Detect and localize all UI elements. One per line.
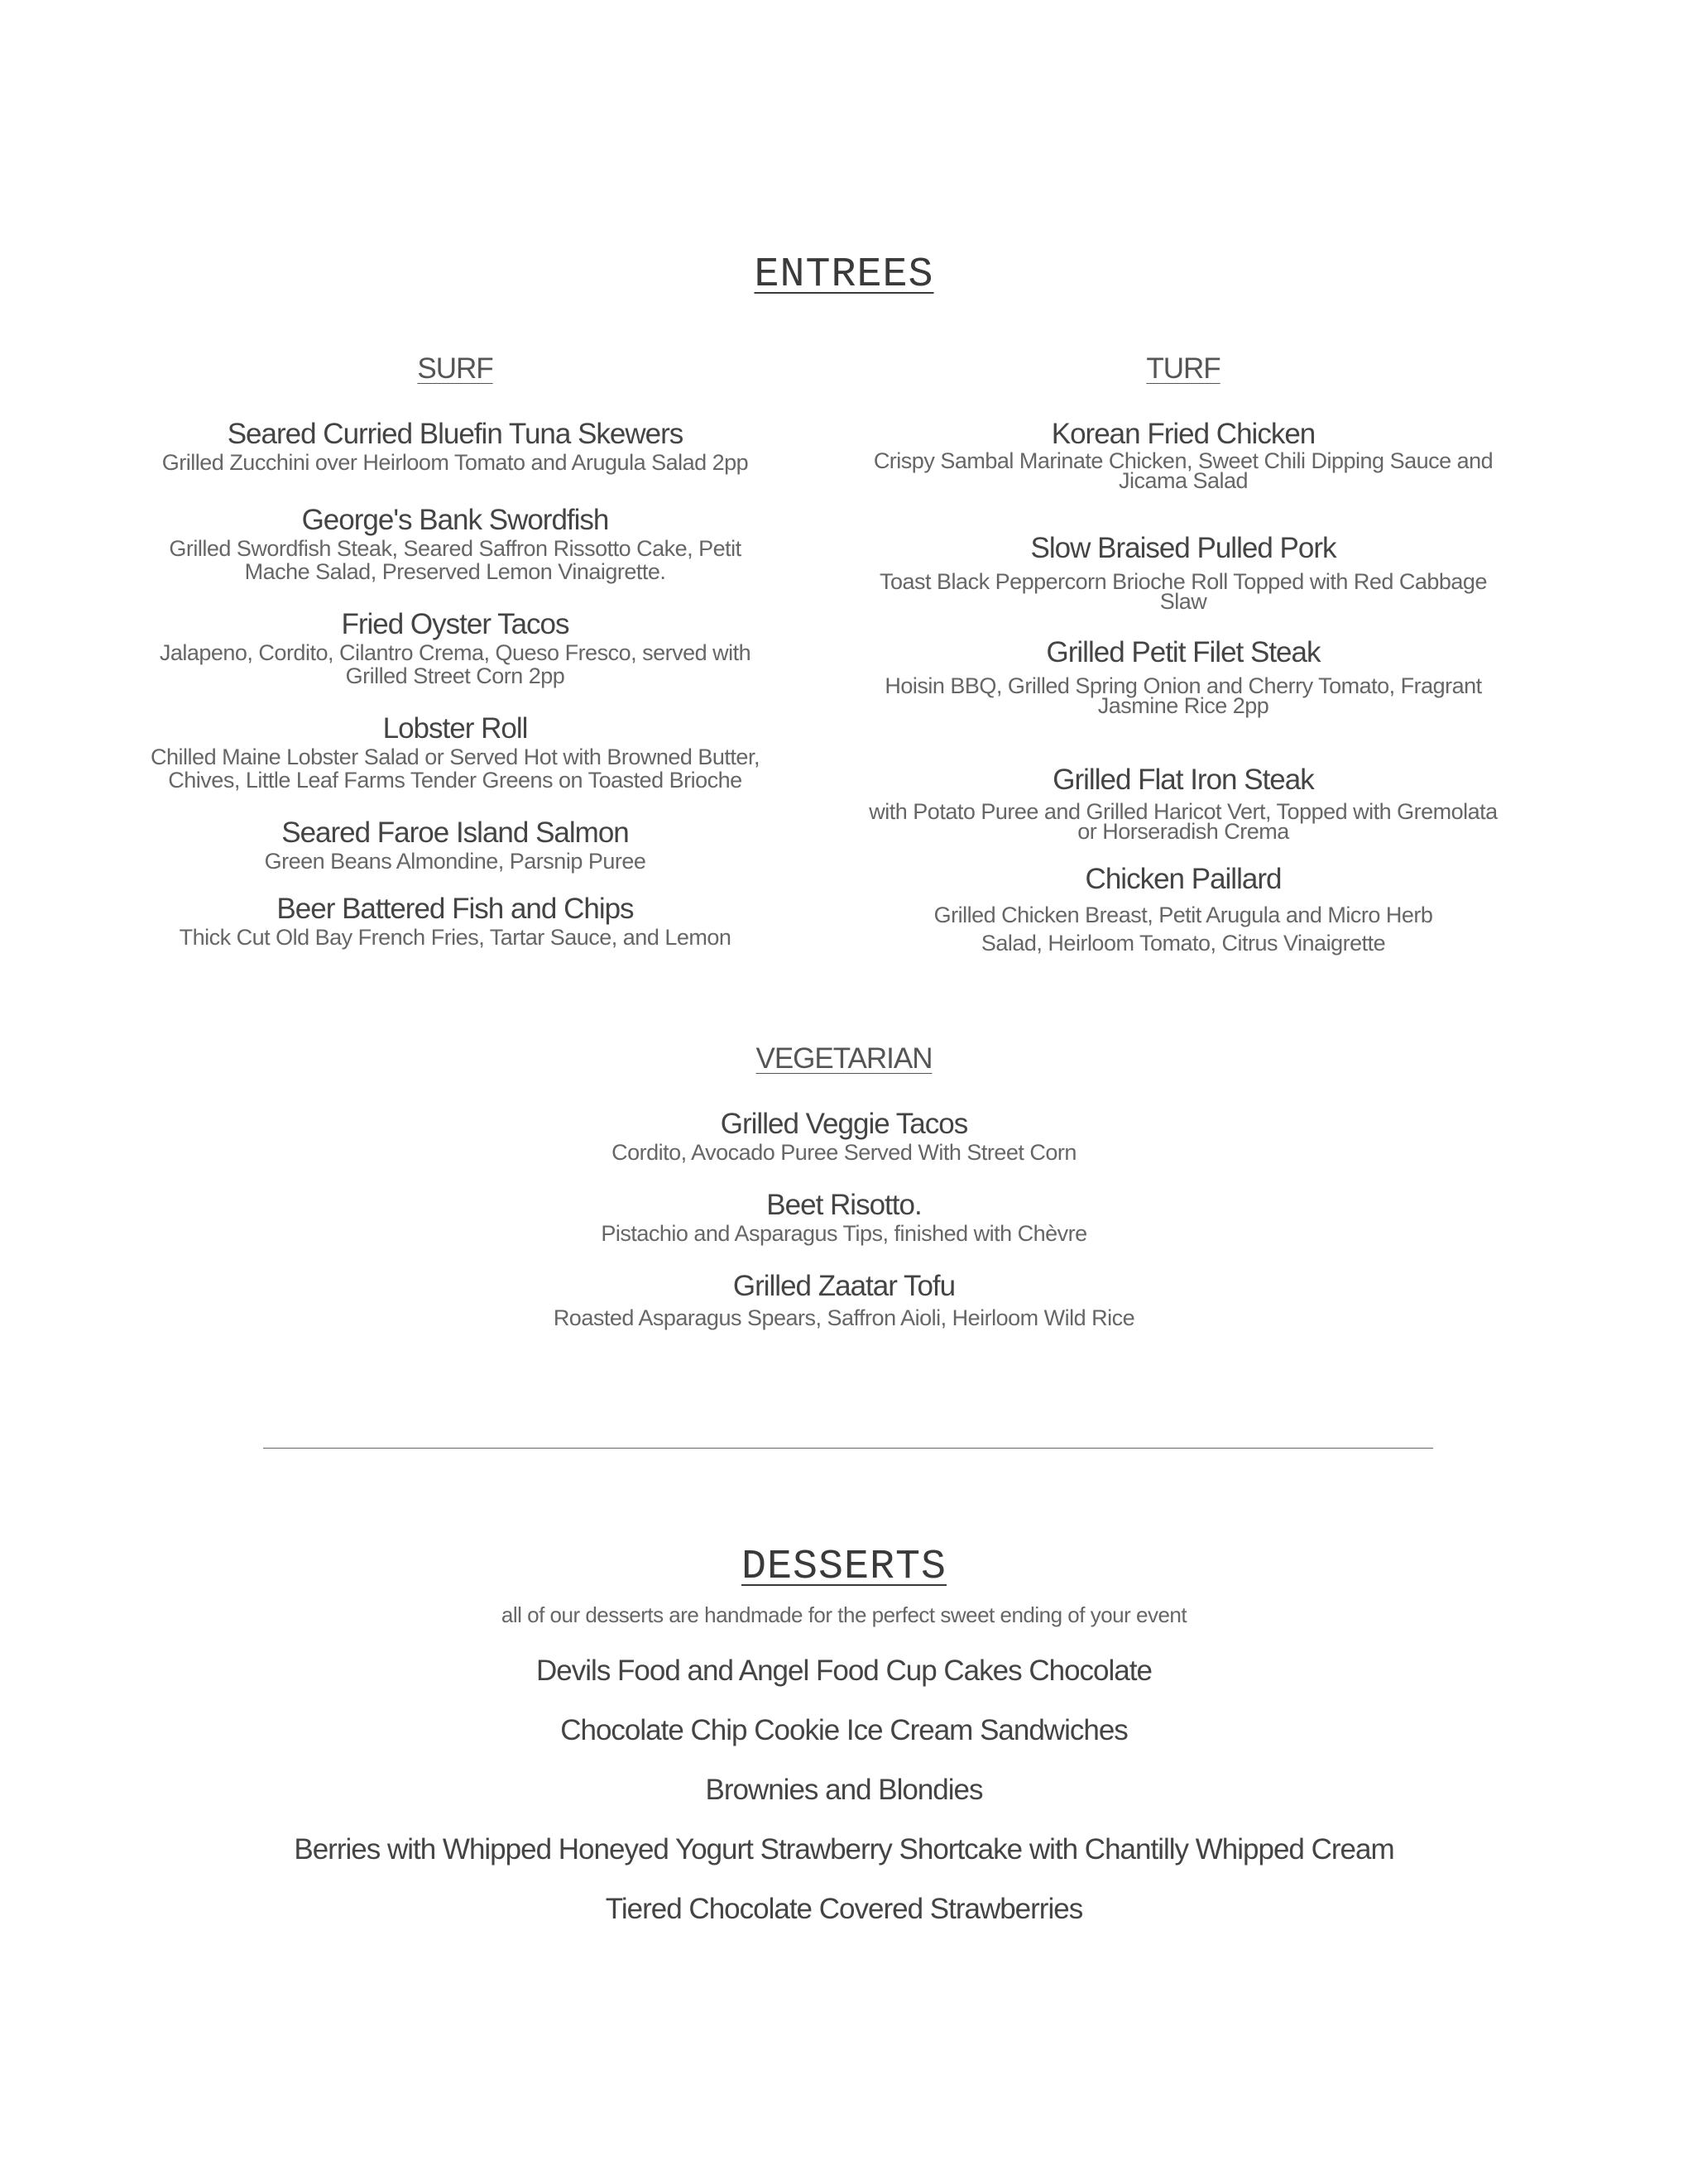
dessert-item: Brownies and Blondies bbox=[705, 1774, 983, 1806]
dish-item bbox=[132, 893, 778, 949]
dish-item bbox=[852, 863, 1514, 957]
dish-name: Beet Risotto. bbox=[766, 1189, 922, 1221]
dish-name: Lobster Roll bbox=[382, 712, 528, 745]
dish-description: Toast Black Peppercorn Brioche Roll Topped with Red Cabbage Slaw bbox=[880, 569, 1487, 614]
dish-description: Pistachio and Asparagus Tips, finished with Chèvre bbox=[601, 1221, 1087, 1246]
dish-description: Hoisin BBQ, Grilled Spring Onion and Cherry Tomato, Fragrant Jasmine Rice 2pp bbox=[885, 673, 1482, 718]
desserts-section bbox=[199, 1544, 1489, 1926]
dish-item bbox=[852, 636, 1514, 716]
dish-item bbox=[852, 418, 1514, 491]
dish-item bbox=[430, 1189, 1258, 1245]
surf-column bbox=[132, 354, 778, 949]
dish-description: with Potato Puree and Grilled Haricot Vert, Topped with Gremolata or Horseradish Crema bbox=[869, 799, 1498, 844]
entrees-heading: ENTREES bbox=[754, 251, 934, 299]
desserts-heading: DESSERTS bbox=[741, 1544, 947, 1591]
dish-name: Seared Curried Bluefin Tuna Skewers bbox=[227, 418, 683, 450]
dish-description: Roasted Asparagus Spears, Saffron Aioli, Heirloom Wild Rice bbox=[553, 1305, 1135, 1330]
dish-name: Grilled Zaatar Tofu bbox=[732, 1270, 956, 1302]
dessert-item: Chocolate Chip Cookie Ice Cream Sandwiches bbox=[560, 1714, 1128, 1746]
dish-item bbox=[430, 1270, 1258, 1329]
dish-item bbox=[852, 532, 1514, 614]
section-divider bbox=[263, 1448, 1433, 1449]
dish-description: Crispy Sambal Marinate Chicken, Sweet Chili Dipping Sauce and Jicama Salad bbox=[873, 448, 1494, 493]
desserts-intro: all of our desserts are handmade for the perfect sweet ending of your event bbox=[501, 1602, 1187, 1627]
dish-item bbox=[132, 817, 778, 873]
dish-name: Grilled Veggie Tacos bbox=[720, 1108, 968, 1140]
turf-label: TURF bbox=[1146, 352, 1220, 385]
dish-name: Korean Fried Chicken bbox=[1051, 418, 1316, 450]
dish-item bbox=[430, 1108, 1258, 1164]
dish-item bbox=[852, 764, 1514, 844]
dish-name: Beer Battered Fish and Chips bbox=[276, 893, 634, 925]
dish-description: Chilled Maine Lobster Salad or Served Hot with Browned Butter, Chives, Little Leaf Farms Tender Greens on Toasted Brioche bbox=[151, 745, 760, 793]
dish-name: Seared Faroe Island Salmon bbox=[281, 817, 629, 849]
dish-name: Grilled Petit Filet Steak bbox=[1046, 636, 1321, 668]
dish-description: Green Beans Almondine, Parsnip Puree bbox=[264, 849, 646, 874]
dish-item bbox=[132, 504, 778, 583]
dish-description: Grilled Swordfish Steak, Seared Saffron Rissotto Cake, Petit Mache Salad, Preserved Lemon Vinaigrette. bbox=[169, 536, 741, 584]
turf-column bbox=[852, 354, 1514, 957]
dish-name: Chicken Paillard bbox=[1085, 863, 1282, 895]
vegetarian-section bbox=[430, 1044, 1258, 1329]
dish-description: Grilled Chicken Breast, Petit Arugula and Micro Herb Salad, Heirloom Tomato, Citrus Vinaigrette bbox=[933, 903, 1433, 956]
dish-description: Cordito, Avocado Puree Served With Street Corn bbox=[611, 1140, 1077, 1165]
dish-name: George's Bank Swordfish bbox=[301, 504, 609, 536]
dessert-item: Berries with Whipped Honeyed Yogurt Strawberry Shortcake with Chantilly Whipped Cream bbox=[294, 1833, 1394, 1866]
vegetarian-label: VEGETARIAN bbox=[755, 1042, 933, 1075]
dish-name: Slow Braised Pulled Pork bbox=[1030, 532, 1336, 564]
dish-name: Grilled Flat Iron Steak bbox=[1053, 764, 1314, 796]
dish-item bbox=[132, 608, 778, 687]
dish-description: Thick Cut Old Bay French Fries, Tartar Sauce, and Lemon bbox=[179, 925, 731, 950]
dish-item bbox=[132, 712, 778, 792]
dish-description: Grilled Zucchini over Heirloom Tomato and Arugula Salad 2pp bbox=[161, 450, 749, 475]
dish-description: Jalapeno, Cordito, Cilantro Crema, Queso Fresco, served with Grilled Street Corn 2pp bbox=[159, 640, 751, 688]
dessert-item: Tiered Chocolate Covered Strawberries bbox=[605, 1893, 1083, 1925]
dish-item bbox=[132, 418, 778, 474]
dish-name: Fried Oyster Tacos bbox=[341, 608, 569, 640]
surf-label: SURF bbox=[417, 352, 493, 385]
dessert-item: Devils Food and Angel Food Cup Cakes Chocolate bbox=[536, 1655, 1152, 1687]
